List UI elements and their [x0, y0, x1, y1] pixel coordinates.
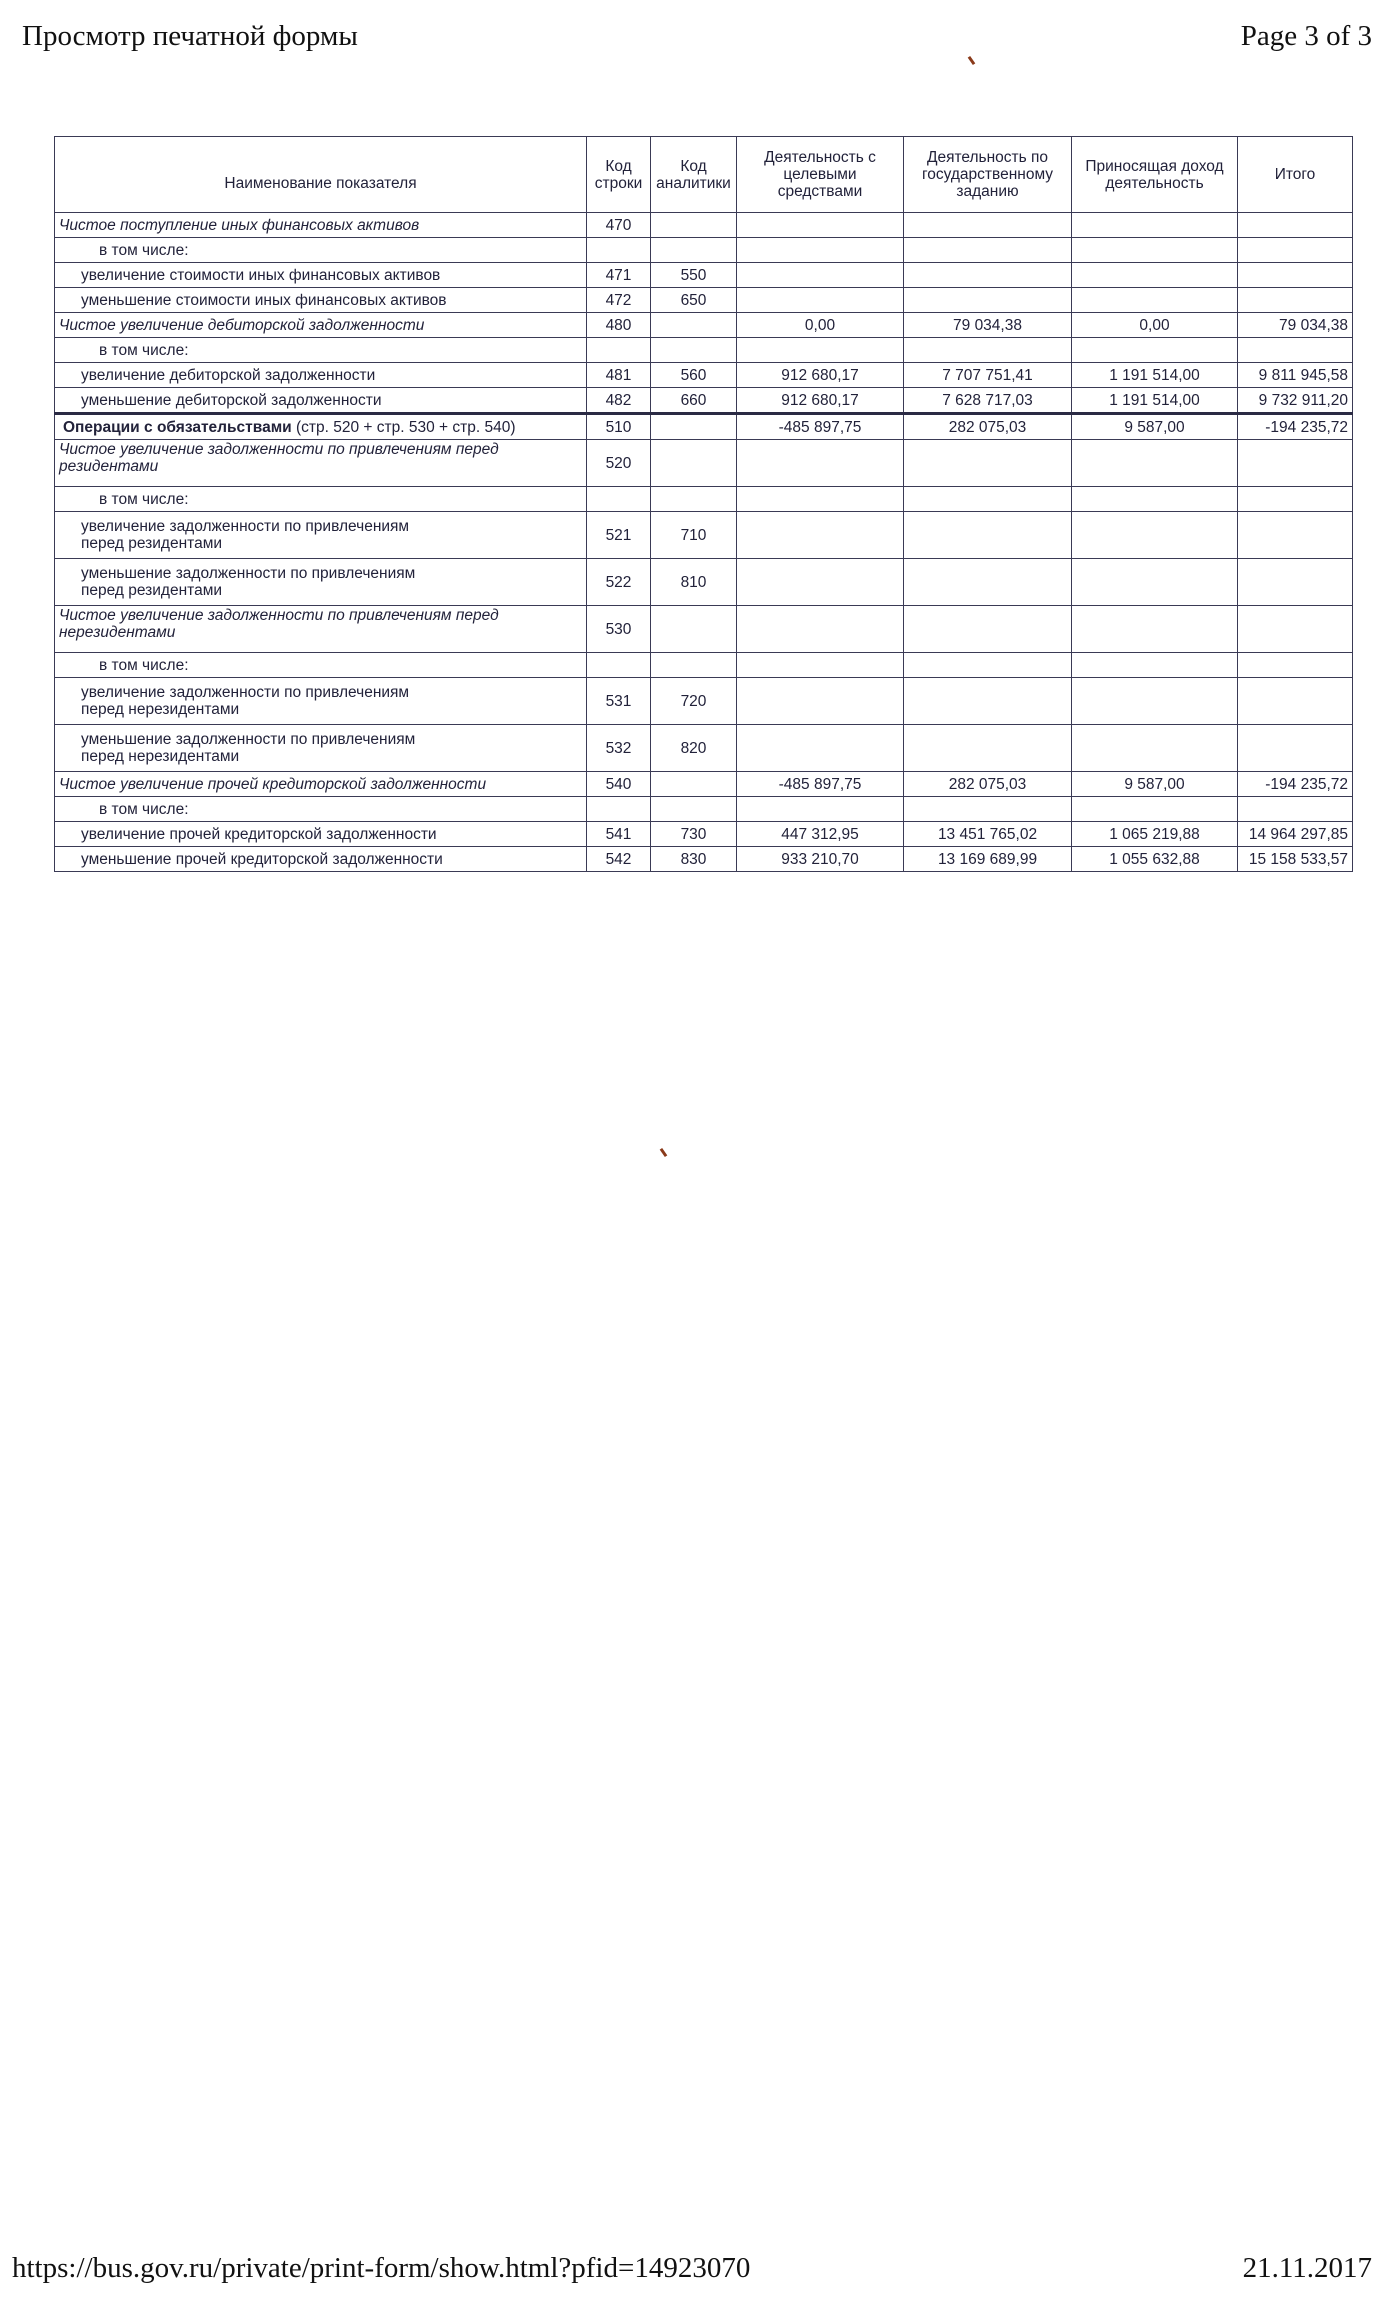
row-total	[1238, 653, 1353, 678]
col-header-income: Приносящая доход деятельность	[1072, 137, 1238, 213]
row-target: 933 210,70	[737, 847, 904, 872]
scan-speck	[660, 1148, 668, 1157]
row-analytics	[651, 338, 737, 363]
row-income	[1072, 487, 1238, 512]
row-name: уменьшение прочей кредиторской задолженности	[55, 847, 587, 872]
row-name: увеличение прочей кредиторской задолженности	[55, 822, 587, 847]
table-row	[55, 388, 1353, 414]
row-analytics	[651, 606, 737, 653]
row-name: уменьшение дебиторской задолженности	[55, 388, 587, 414]
row-target	[737, 238, 904, 263]
row-code	[587, 487, 651, 512]
row-analytics	[651, 797, 737, 822]
table-row	[55, 487, 1353, 512]
row-code: 520	[587, 440, 651, 487]
row-income: 1 191 514,00	[1072, 363, 1238, 388]
row-total	[1238, 338, 1353, 363]
row-income: 9 587,00	[1072, 772, 1238, 797]
page-number: Page 3 of 3	[1240, 20, 1372, 52]
table-row	[55, 822, 1353, 847]
row-target	[737, 512, 904, 559]
row-state	[904, 725, 1072, 772]
row-target	[737, 263, 904, 288]
row-target: -485 897,75	[737, 414, 904, 440]
col-header-state: Деятельность по государственному заданию	[904, 137, 1072, 213]
row-name: Чистое увеличение задолженности по привлечениям перед резидентами	[55, 440, 587, 487]
row-name: увеличение стоимости иных финансовых активов	[55, 263, 587, 288]
row-state: 13 169 689,99	[904, 847, 1072, 872]
row-code: 470	[587, 213, 651, 238]
row-target: 447 312,95	[737, 822, 904, 847]
row-name: в том числе:	[55, 797, 587, 822]
row-code: 531	[587, 678, 651, 725]
row-income	[1072, 238, 1238, 263]
row-total	[1238, 440, 1353, 487]
row-total	[1238, 263, 1353, 288]
row-code: 521	[587, 512, 651, 559]
col-header-analytics: Код аналитики	[651, 137, 737, 213]
row-income: 0,00	[1072, 313, 1238, 338]
row-total	[1238, 238, 1353, 263]
row-income	[1072, 440, 1238, 487]
row-income: 1 065 219,88	[1072, 822, 1238, 847]
table-row	[55, 213, 1353, 238]
row-total	[1238, 678, 1353, 725]
row-name: уменьшение задолженности по привлечениям перед нерезидентами	[55, 725, 587, 772]
table-row	[55, 797, 1353, 822]
col-header-target: Деятельность с целевыми средствами	[737, 137, 904, 213]
row-state	[904, 678, 1072, 725]
row-total	[1238, 487, 1353, 512]
page-title: Просмотр печатной формы	[22, 20, 358, 52]
row-target	[737, 487, 904, 512]
row-total	[1238, 606, 1353, 653]
scan-speck	[968, 56, 976, 65]
row-target: 912 680,17	[737, 388, 904, 414]
row-target	[737, 797, 904, 822]
row-income	[1072, 653, 1238, 678]
row-total	[1238, 288, 1353, 313]
row-code: 540	[587, 772, 651, 797]
row-name: уменьшение задолженности по привлечениям перед резидентами	[55, 559, 587, 606]
row-state: 13 451 765,02	[904, 822, 1072, 847]
table-row	[55, 263, 1353, 288]
row-code: 472	[587, 288, 651, 313]
row-income	[1072, 288, 1238, 313]
row-income	[1072, 512, 1238, 559]
row-state	[904, 606, 1072, 653]
row-total	[1238, 797, 1353, 822]
row-analytics: 730	[651, 822, 737, 847]
row-target	[737, 338, 904, 363]
row-analytics: 710	[651, 512, 737, 559]
row-state: 7 628 717,03	[904, 388, 1072, 414]
print-date: 21.11.2017	[1242, 2252, 1372, 2284]
row-state	[904, 797, 1072, 822]
row-income	[1072, 559, 1238, 606]
row-income	[1072, 725, 1238, 772]
row-target	[737, 288, 904, 313]
row-total: 14 964 297,85	[1238, 822, 1353, 847]
table-row	[55, 653, 1353, 678]
report-table	[54, 136, 1353, 872]
row-target	[737, 678, 904, 725]
row-name	[55, 414, 587, 440]
row-state: 79 034,38	[904, 313, 1072, 338]
row-code: 530	[587, 606, 651, 653]
row-code	[587, 653, 651, 678]
row-analytics	[651, 213, 737, 238]
row-income	[1072, 606, 1238, 653]
row-name: увеличение задолженности по привлечениям перед резидентами	[55, 512, 587, 559]
row-code: 541	[587, 822, 651, 847]
row-total: 79 034,38	[1238, 313, 1353, 338]
row-state	[904, 238, 1072, 263]
row-name: в том числе:	[55, 653, 587, 678]
row-state	[904, 653, 1072, 678]
row-code: 481	[587, 363, 651, 388]
row-total	[1238, 559, 1353, 606]
table-row	[55, 847, 1353, 872]
row-income	[1072, 338, 1238, 363]
table-row	[55, 338, 1353, 363]
table-row	[55, 363, 1353, 388]
row-name: увеличение задолженности по привлечениям перед нерезидентами	[55, 678, 587, 725]
row-state	[904, 288, 1072, 313]
row-income	[1072, 678, 1238, 725]
table-row	[55, 772, 1353, 797]
row-income: 9 587,00	[1072, 414, 1238, 440]
row-name: уменьшение стоимости иных финансовых активов	[55, 288, 587, 313]
row-income: 1 055 632,88	[1072, 847, 1238, 872]
row-analytics	[651, 487, 737, 512]
row-target	[737, 725, 904, 772]
row-income	[1072, 797, 1238, 822]
row-income: 1 191 514,00	[1072, 388, 1238, 414]
row-target	[737, 440, 904, 487]
row-analytics: 820	[651, 725, 737, 772]
table-header-row	[55, 137, 1353, 213]
col-header-total: Итого	[1238, 137, 1353, 213]
col-header-name: Наименование показателя	[55, 137, 587, 213]
row-name: в том числе:	[55, 487, 587, 512]
row-analytics: 810	[651, 559, 737, 606]
row-code: 510	[587, 414, 651, 440]
row-state: 7 707 751,41	[904, 363, 1072, 388]
row-income	[1072, 213, 1238, 238]
row-target: 912 680,17	[737, 363, 904, 388]
col-header-code: Код строки	[587, 137, 651, 213]
row-state: 282 075,03	[904, 772, 1072, 797]
row-total	[1238, 512, 1353, 559]
row-name: Чистое увеличение дебиторской задолженности	[55, 313, 587, 338]
table-row	[55, 440, 1353, 487]
row-code	[587, 338, 651, 363]
row-analytics	[651, 440, 737, 487]
row-state	[904, 263, 1072, 288]
row-total: 9 732 911,20	[1238, 388, 1353, 414]
table-row	[55, 559, 1353, 606]
row-code: 522	[587, 559, 651, 606]
row-income	[1072, 263, 1238, 288]
row-total	[1238, 725, 1353, 772]
row-target: -485 897,75	[737, 772, 904, 797]
row-state	[904, 440, 1072, 487]
row-state	[904, 213, 1072, 238]
row-state	[904, 487, 1072, 512]
table-row	[55, 238, 1353, 263]
row-total: -194 235,72	[1238, 414, 1353, 440]
row-target	[737, 559, 904, 606]
row-analytics	[651, 313, 737, 338]
row-code: 482	[587, 388, 651, 414]
row-analytics: 660	[651, 388, 737, 414]
row-name: в том числе:	[55, 238, 587, 263]
row-analytics	[651, 772, 737, 797]
row-analytics	[651, 414, 737, 440]
page-url: https://bus.gov.ru/private/print-form/show.html?pfid=14923070	[12, 2252, 751, 2284]
row-total: 15 158 533,57	[1238, 847, 1353, 872]
row-analytics	[651, 238, 737, 263]
row-analytics: 560	[651, 363, 737, 388]
row-name: Чистое увеличение задолженности по привлечениям перед нерезидентами	[55, 606, 587, 653]
row-formula: (стр. 520 + стр. 530 + стр. 540)	[296, 418, 516, 436]
row-analytics: 830	[651, 847, 737, 872]
row-analytics: 550	[651, 263, 737, 288]
row-target	[737, 653, 904, 678]
row-target	[737, 606, 904, 653]
table-row	[55, 678, 1353, 725]
row-target	[737, 213, 904, 238]
row-total: 9 811 945,58	[1238, 363, 1353, 388]
row-name: Чистое поступление иных финансовых активов	[55, 213, 587, 238]
row-code	[587, 797, 651, 822]
row-code: 542	[587, 847, 651, 872]
row-state	[904, 512, 1072, 559]
row-state: 282 075,03	[904, 414, 1072, 440]
row-name: в том числе:	[55, 338, 587, 363]
table-row	[55, 288, 1353, 313]
row-total: -194 235,72	[1238, 772, 1353, 797]
row-total	[1238, 213, 1353, 238]
row-code: 532	[587, 725, 651, 772]
row-state	[904, 338, 1072, 363]
row-analytics: 720	[651, 678, 737, 725]
table-row	[55, 512, 1353, 559]
row-name-text: Операции с обязательствами	[63, 418, 292, 436]
row-analytics	[651, 653, 737, 678]
table-row	[55, 313, 1353, 338]
table-row	[55, 606, 1353, 653]
row-code: 471	[587, 263, 651, 288]
row-state	[904, 559, 1072, 606]
row-name: Чистое увеличение прочей кредиторской задолженности	[55, 772, 587, 797]
row-name: увеличение дебиторской задолженности	[55, 363, 587, 388]
table-row	[55, 725, 1353, 772]
row-target: 0,00	[737, 313, 904, 338]
table-row	[55, 414, 1353, 440]
row-code: 480	[587, 313, 651, 338]
row-analytics: 650	[651, 288, 737, 313]
row-code	[587, 238, 651, 263]
